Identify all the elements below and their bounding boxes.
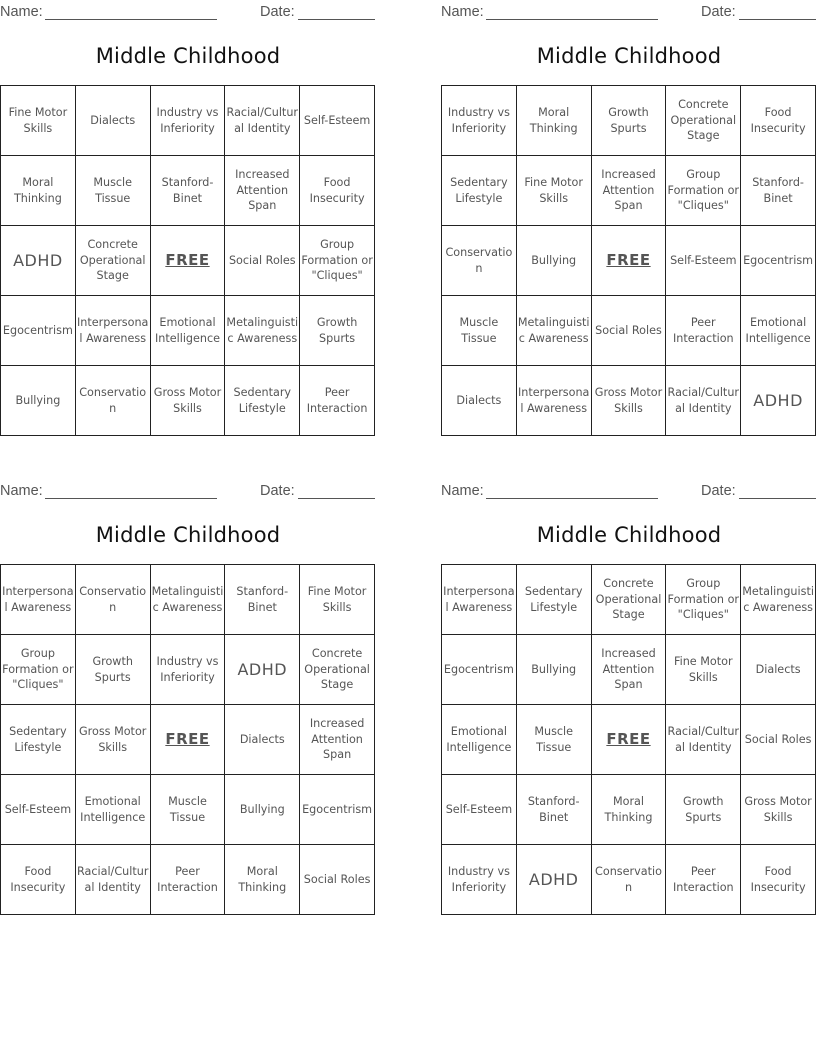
date-field[interactable] — [739, 498, 816, 499]
card-title: Middle Childhood — [536, 44, 722, 68]
free-space-cell: FREE — [151, 705, 226, 775]
bingo-cell: Industry vs Inferiority — [442, 86, 517, 156]
date-label: Date: — [260, 483, 295, 499]
bingo-cell: Moral Thinking — [592, 775, 667, 845]
bingo-cell: Peer Interaction — [151, 845, 226, 915]
card-header — [0, 481, 376, 501]
bingo-cell: Egocentrism — [442, 635, 517, 705]
bingo-cell: Racial/Cultural Identity — [76, 845, 151, 915]
bingo-cell: Stanford-Binet — [741, 156, 816, 226]
bingo-cell: Muscle Tissue — [517, 705, 592, 775]
bingo-cell: Group Formation or "Cliques" — [300, 226, 375, 296]
bingo-cell: Increased Attention Span — [592, 635, 667, 705]
name-label: Name: — [441, 483, 484, 499]
card-title: Middle Childhood — [95, 523, 281, 547]
bingo-cell: Muscle Tissue — [442, 296, 517, 366]
bingo-grid — [441, 85, 816, 436]
bingo-cell: Interpersonal Awareness — [1, 565, 76, 635]
name-label: Name: — [441, 4, 484, 20]
bingo-cell: Egocentrism — [741, 226, 816, 296]
bingo-cell: Stanford-Binet — [225, 565, 300, 635]
date-label: Date: — [701, 4, 736, 20]
date-field[interactable] — [739, 19, 816, 20]
bingo-cell: Group Formation or "Cliques" — [666, 565, 741, 635]
card-title: Middle Childhood — [95, 44, 281, 68]
bingo-cell: Racial/Cultural Identity — [225, 86, 300, 156]
bingo-cell: Moral Thinking — [1, 156, 76, 226]
bingo-cell: Conservation — [76, 366, 151, 436]
bingo-cell: Metalinguistic Awareness — [151, 565, 226, 635]
name-field[interactable] — [486, 19, 658, 20]
bingo-cell: Metalinguistic Awareness — [741, 565, 816, 635]
bingo-cell: Industry vs Inferiority — [151, 86, 226, 156]
bingo-cell: Conservation — [592, 845, 667, 915]
bingo-cell: ADHD — [1, 226, 76, 296]
bingo-cell: Peer Interaction — [666, 845, 741, 915]
bingo-cell: Emotional Intelligence — [76, 775, 151, 845]
bingo-grid — [441, 564, 816, 915]
bingo-grid — [0, 564, 375, 915]
bingo-cell: Self-Esteem — [666, 226, 741, 296]
bingo-cell: Concrete Operational Stage — [76, 226, 151, 296]
bingo-cell: Bullying — [517, 226, 592, 296]
bingo-cell: Bullying — [1, 366, 76, 436]
bingo-cell: Metalinguistic Awareness — [225, 296, 300, 366]
bingo-cell: Egocentrism — [300, 775, 375, 845]
bingo-cell: Self-Esteem — [300, 86, 375, 156]
free-space-cell: FREE — [592, 226, 667, 296]
bingo-cell: Growth Spurts — [300, 296, 375, 366]
bingo-cell: Muscle Tissue — [76, 156, 151, 226]
bingo-cell: Sedentary Lifestyle — [442, 156, 517, 226]
bingo-cell: Fine Motor Skills — [666, 635, 741, 705]
bingo-cell: Concrete Operational Stage — [592, 565, 667, 635]
bingo-cell: Group Formation or "Cliques" — [666, 156, 741, 226]
date-field[interactable] — [298, 19, 375, 20]
bingo-cell: Social Roles — [225, 226, 300, 296]
bingo-cell: Moral Thinking — [517, 86, 592, 156]
card-title: Middle Childhood — [536, 523, 722, 547]
bingo-cell: ADHD — [741, 366, 816, 436]
bingo-cell: Gross Motor Skills — [76, 705, 151, 775]
bingo-cell: Interpersonal Awareness — [442, 565, 517, 635]
bingo-cell: Concrete Operational Stage — [300, 635, 375, 705]
bingo-cell: Food Insecurity — [300, 156, 375, 226]
bingo-cell: Industry vs Inferiority — [442, 845, 517, 915]
bingo-card-4 — [441, 481, 816, 917]
bingo-cell: ADHD — [517, 845, 592, 915]
bingo-cell: Conservation — [442, 226, 517, 296]
free-space-cell: FREE — [151, 226, 226, 296]
bingo-cell: Bullying — [225, 775, 300, 845]
bingo-cell: Food Insecurity — [1, 845, 76, 915]
card-header — [0, 2, 376, 22]
bingo-cell: Bullying — [517, 635, 592, 705]
date-label: Date: — [260, 4, 295, 20]
bingo-cell: Sedentary Lifestyle — [1, 705, 76, 775]
bingo-cell: Peer Interaction — [666, 296, 741, 366]
bingo-cell: Stanford-Binet — [517, 775, 592, 845]
bingo-cell: Self-Esteem — [1, 775, 76, 845]
bingo-cell: ADHD — [225, 635, 300, 705]
bingo-cell: Muscle Tissue — [151, 775, 226, 845]
bingo-cell: Gross Motor Skills — [151, 366, 226, 436]
bingo-cell: Conservation — [76, 565, 151, 635]
bingo-card-2 — [441, 2, 816, 438]
bingo-cell: Moral Thinking — [225, 845, 300, 915]
name-field[interactable] — [45, 19, 217, 20]
bingo-cell: Fine Motor Skills — [517, 156, 592, 226]
bingo-cell: Concrete Operational Stage — [666, 86, 741, 156]
bingo-cell: Egocentrism — [1, 296, 76, 366]
name-label: Name: — [0, 483, 43, 499]
bingo-cell: Growth Spurts — [666, 775, 741, 845]
bingo-cell: Group Formation or "Cliques" — [1, 635, 76, 705]
name-label: Name: — [0, 4, 43, 20]
bingo-cell: Fine Motor Skills — [1, 86, 76, 156]
bingo-cell: Increased Attention Span — [592, 156, 667, 226]
bingo-cell: Dialects — [741, 635, 816, 705]
bingo-cell: Industry vs Inferiority — [151, 635, 226, 705]
bingo-cell: Racial/Cultural Identity — [666, 705, 741, 775]
bingo-cell: Growth Spurts — [592, 86, 667, 156]
bingo-cell: Social Roles — [300, 845, 375, 915]
bingo-cell: Emotional Intelligence — [442, 705, 517, 775]
bingo-grid — [0, 85, 375, 436]
bingo-cell: Increased Attention Span — [300, 705, 375, 775]
bingo-cell: Dialects — [225, 705, 300, 775]
bingo-cell: Social Roles — [741, 705, 816, 775]
bingo-cell: Food Insecurity — [741, 845, 816, 915]
bingo-card-3 — [0, 481, 376, 917]
bingo-cell: Emotional Intelligence — [741, 296, 816, 366]
bingo-cell: Increased Attention Span — [225, 156, 300, 226]
name-field[interactable] — [45, 498, 217, 499]
bingo-cell: Peer Interaction — [300, 366, 375, 436]
bingo-cell: Fine Motor Skills — [300, 565, 375, 635]
bingo-cell: Gross Motor Skills — [592, 366, 667, 436]
bingo-cell: Racial/Cultural Identity — [666, 366, 741, 436]
bingo-cell: Stanford-Binet — [151, 156, 226, 226]
bingo-cell: Interpersonal Awareness — [76, 296, 151, 366]
name-field[interactable] — [486, 498, 658, 499]
bingo-cell: Self-Esteem — [442, 775, 517, 845]
bingo-card-1 — [0, 2, 376, 438]
bingo-cell: Metalinguistic Awareness — [517, 296, 592, 366]
bingo-cell: Interpersonal Awareness — [517, 366, 592, 436]
bingo-cell: Growth Spurts — [76, 635, 151, 705]
card-header — [441, 481, 816, 501]
date-field[interactable] — [298, 498, 375, 499]
card-header — [441, 2, 816, 22]
bingo-cell: Dialects — [442, 366, 517, 436]
free-space-cell: FREE — [592, 705, 667, 775]
bingo-cell: Gross Motor Skills — [741, 775, 816, 845]
bingo-cell: Social Roles — [592, 296, 667, 366]
bingo-cell: Food Insecurity — [741, 86, 816, 156]
date-label: Date: — [701, 483, 736, 499]
bingo-cell: Dialects — [76, 86, 151, 156]
bingo-cell: Sedentary Lifestyle — [225, 366, 300, 436]
bingo-cell: Emotional Intelligence — [151, 296, 226, 366]
bingo-cell: Sedentary Lifestyle — [517, 565, 592, 635]
